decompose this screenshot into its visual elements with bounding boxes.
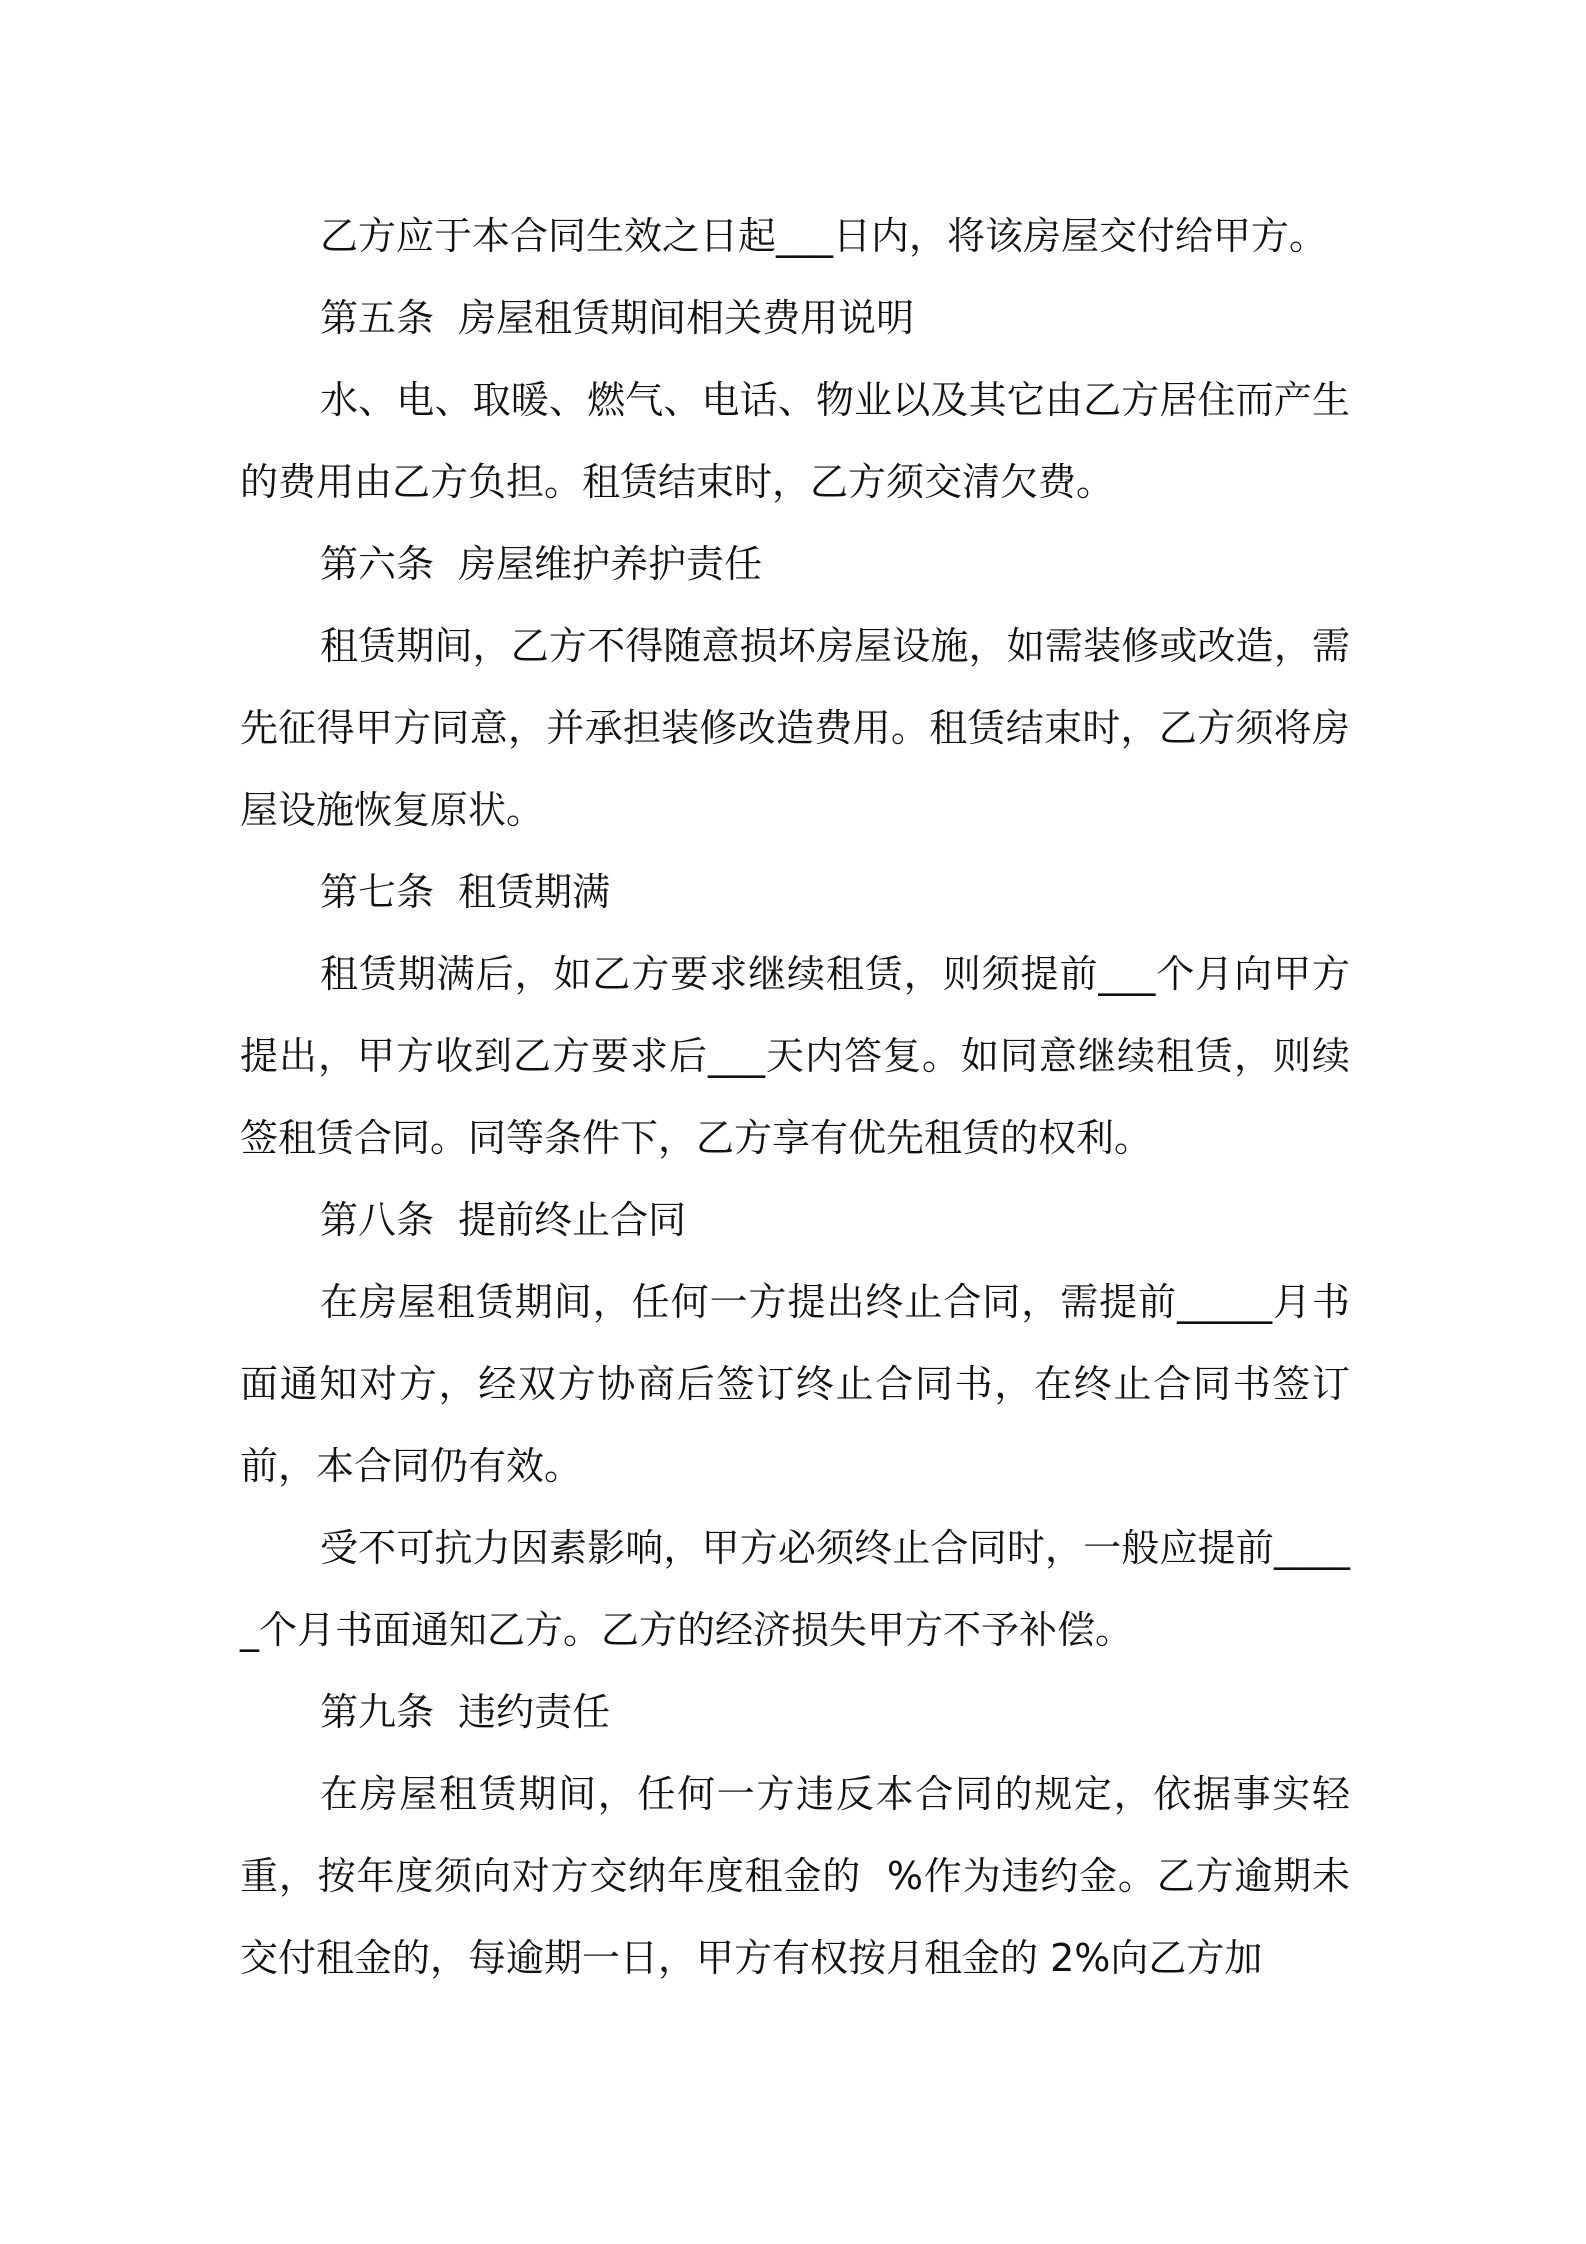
article-7-heading: 第七条 租赁期满 [320, 870, 611, 914]
paragraph-early-termination: 在房屋租赁期间，任何一方提出终止合同，需提前_____月书面通知对方，经双方协商后签订终止合同书，在终止合同书签订前，本合同仍有效。 [240, 1280, 1350, 1488]
article-5-heading: 第五条 房屋租赁期间相关费用说明 [320, 296, 915, 340]
paragraph-lease-renewal: 租赁期满后，如乙方要求继续租赁，则须提前___个月向甲方提出，甲方收到乙方要求后___天内答复。如同意继续租赁，则续签租赁合同。同等条件下，乙方享有优先租赁的权利。 [240, 952, 1350, 1160]
paragraph-utility-costs: 水、电、取暖、燃气、电话、物业以及其它由乙方居住而产生的费用由乙方负担。租赁结束时，乙方须交清欠费。 [240, 378, 1350, 504]
paragraph-breach-liability: 在房屋租赁期间，任何一方违反本合同的规定，依据事实轻重，按年度须向对方交纳年度租金的 %作为违约金。乙方逾期未交付租金的，每逾期一日，甲方有权按月租金的 2%向乙方加 [240, 1772, 1350, 1980]
article-6-heading: 第六条 房屋维护养护责任 [320, 542, 763, 586]
paragraph-force-majeure: 受不可抗力因素影响，甲方必须终止合同时，一般应提前_____个月书面通知乙方。乙方的经济损失甲方不予补偿。 [240, 1526, 1350, 1652]
paragraph-delivery-deadline: 乙方应于本合同生效之日起___日内，将该房屋交付给甲方。 [320, 214, 1328, 258]
article-9-heading: 第九条 违约责任 [320, 1690, 611, 1734]
article-8-heading: 第八条 提前终止合同 [320, 1198, 687, 1242]
paragraph-maintenance: 租赁期间，乙方不得随意损坏房屋设施，如需装修或改造，需先征得甲方同意，并承担装修改造费用。租赁结束时，乙方须将房屋设施恢复原状。 [240, 624, 1350, 832]
document-body [240, 195, 1350, 1999]
